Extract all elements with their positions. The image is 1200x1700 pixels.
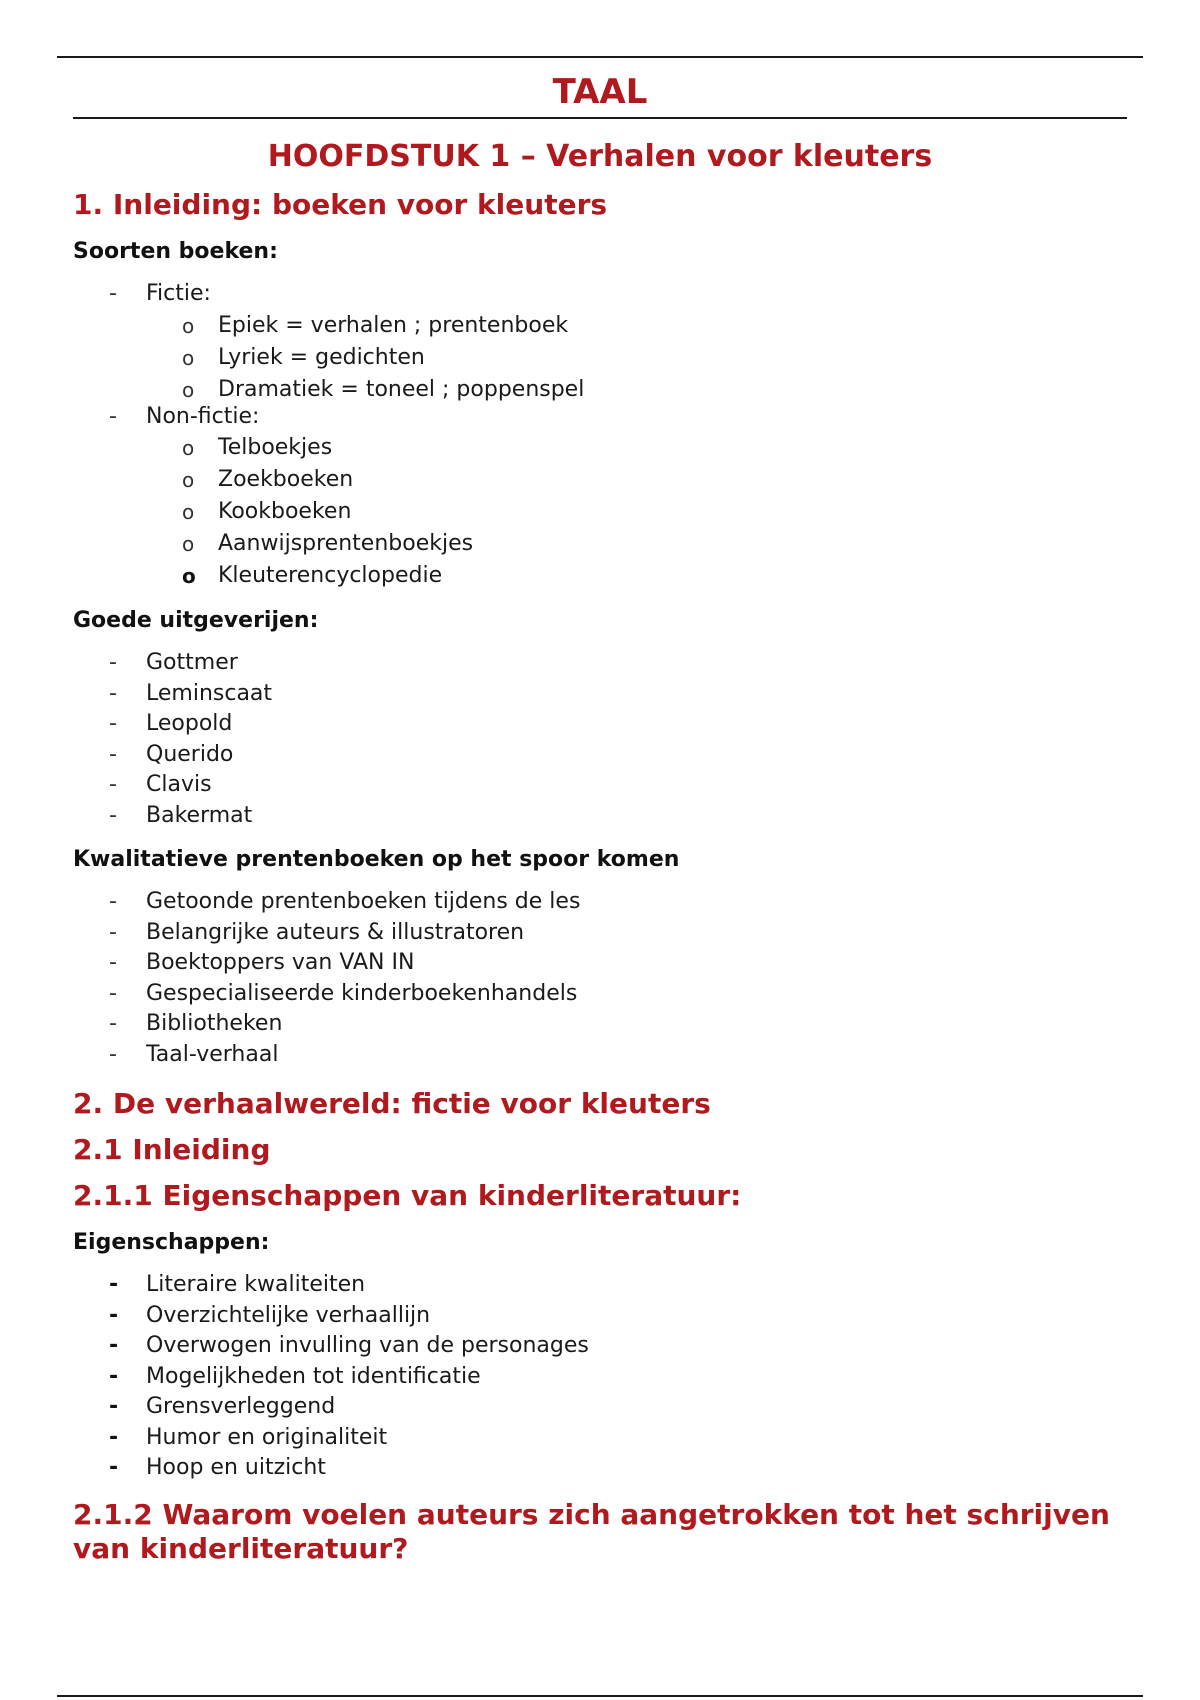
list-item (73, 310, 1133, 342)
list-item-text: Aanwijsprentenboekjes (218, 531, 474, 556)
dash-bullet: - (109, 772, 117, 797)
list-item (73, 1423, 1133, 1454)
dash-bullet: - (109, 711, 117, 736)
list-item-text: Literaire kwaliteiten (146, 1272, 366, 1297)
list-item (73, 402, 1133, 593)
uitgeverijen-list (73, 648, 1133, 831)
uitgeverijen-heading: Goede uitgeverijen: (73, 608, 319, 633)
list-item (73, 1009, 1133, 1040)
list-item-text: Leopold (146, 711, 233, 736)
list-item-text: Bibliotheken (146, 1011, 283, 1036)
dash-bullet: - (109, 1272, 119, 1297)
list-item-text: Boektoppers van VAN IN (146, 950, 415, 975)
dash-bullet: - (109, 1394, 119, 1419)
list-item (73, 648, 1133, 679)
circle-bullet: o (182, 345, 195, 370)
list-item (73, 464, 1133, 496)
list-item (73, 1270, 1133, 1301)
list-item (73, 887, 1133, 918)
list-item (73, 709, 1133, 740)
list-item (73, 979, 1133, 1010)
dash-bullet: - (109, 1424, 119, 1450)
title-rule (73, 117, 1127, 119)
list-item-text: Gespecialiseerde kinderboekenhandels (146, 980, 578, 1006)
eigenschappen-list (73, 1270, 1133, 1484)
dash-bullet: - (109, 1302, 119, 1328)
dash-bullet: - (109, 980, 117, 1006)
list-item-text: Bakermat (146, 802, 253, 828)
dash-bullet: - (109, 281, 117, 306)
document-title: TAAL (552, 72, 648, 112)
fictie-label: Fictie: (146, 281, 211, 306)
eigenschappen-heading: Eigenschappen: (73, 1230, 270, 1255)
circle-bullet: o (182, 532, 195, 556)
list-item (73, 948, 1133, 979)
section-2-heading: 2. De verhaalwereld: fictie voor kleuters (73, 1087, 711, 1120)
list-item (73, 1392, 1133, 1423)
dash-bullet: - (109, 1011, 117, 1036)
list-item-text: Belangrijke auteurs & illustratoren (146, 919, 525, 945)
list-item (73, 679, 1133, 710)
list-item (73, 528, 1133, 560)
list-item (73, 1362, 1133, 1393)
section-1-heading: 1. Inleiding: boeken voor kleuters (73, 188, 608, 221)
list-item-text: Overzichtelijke verhaallijn (146, 1302, 431, 1328)
nonfictie-label: Non-fictie: (146, 403, 260, 429)
document-body (73, 133, 1133, 1566)
bottom-rule (57, 1695, 1143, 1697)
list-item-text: Getoonde prentenboeken tijdens de les (146, 889, 581, 914)
nonfictie-sublist (146, 432, 1133, 592)
dash-bullet: - (109, 889, 117, 914)
dash-bullet: - (109, 1455, 119, 1480)
kwalitatief-heading: Kwalitatieve prentenboeken op het spoor komen (73, 847, 680, 872)
circle-bullet: o (182, 377, 195, 402)
section-2-1-2-heading: 2.1.2 Waarom voelen auteurs zich aangetrokken tot het schrijven van kinderliteratuur? (73, 1497, 1110, 1565)
circle-bullet: o (182, 468, 195, 492)
list-item-text: Clavis (146, 772, 212, 797)
list-item (73, 740, 1133, 771)
dash-bullet: - (109, 403, 117, 429)
list-item (73, 1453, 1133, 1484)
section-2-1-heading: 2.1 Inleiding (73, 1133, 271, 1166)
soorten-boeken-heading: Soorten boeken: (73, 239, 278, 264)
dash-bullet: - (109, 1041, 117, 1067)
list-item (73, 1040, 1133, 1071)
dash-bullet: - (109, 1363, 119, 1389)
list-item-text: Telboekjes (218, 435, 333, 460)
list-item-text: Epiek = verhalen ; prentenboek (218, 312, 569, 338)
kwalitatief-list (73, 887, 1133, 1070)
list-item (73, 432, 1133, 464)
list-item-text: Grensverleggend (146, 1394, 336, 1419)
dash-bullet: - (109, 650, 117, 675)
list-item (73, 1301, 1133, 1332)
dash-bullet: - (109, 950, 117, 975)
circle-bullet: o (182, 500, 195, 524)
list-item-text: Overwogen invulling van de personages (146, 1333, 589, 1358)
dash-bullet: - (109, 680, 117, 706)
list-item (73, 560, 1133, 592)
list-item-text: Taal-verhaal (146, 1041, 279, 1067)
dash-bullet: - (109, 741, 117, 767)
top-rule (57, 56, 1143, 58)
list-item (73, 496, 1133, 528)
chapter-title: HOOFDSTUK 1 – Verhalen voor kleuters (267, 139, 933, 174)
section-2-1-1-heading: 2.1.1 Eigenschappen van kinderliteratuur: (73, 1179, 742, 1212)
list-item-text: Hoop en uitzicht (146, 1455, 326, 1480)
circle-bullet: o (182, 436, 195, 460)
circle-bullet: o (182, 564, 196, 588)
dash-bullet: - (109, 919, 117, 945)
list-item-text: Leminscaat (146, 680, 273, 706)
dash-bullet: - (109, 802, 117, 828)
list-item (73, 279, 1133, 406)
list-item (73, 342, 1133, 374)
list-item-text: Kleuterencyclopedie (218, 563, 443, 588)
dash-bullet: - (109, 1333, 119, 1358)
list-item (73, 770, 1133, 801)
list-item-text: Zoekboeken (218, 467, 354, 492)
list-item (73, 1331, 1133, 1362)
circle-bullet: o (182, 313, 195, 338)
list-item-text: Lyriek = gedichten (218, 344, 425, 370)
list-item (73, 918, 1133, 949)
list-item (73, 801, 1133, 832)
list-item-text: Humor en originaliteit (146, 1424, 388, 1450)
fictie-sublist (146, 310, 1133, 406)
soorten-list (73, 279, 1133, 592)
list-item-text: Gottmer (146, 650, 238, 675)
list-item-text: Mogelijkheden tot identificatie (146, 1363, 481, 1389)
list-item-text: Kookboeken (218, 499, 352, 524)
list-item-text: Querido (146, 741, 234, 767)
list-item-text: Dramatiek = toneel ; poppenspel (218, 376, 585, 402)
